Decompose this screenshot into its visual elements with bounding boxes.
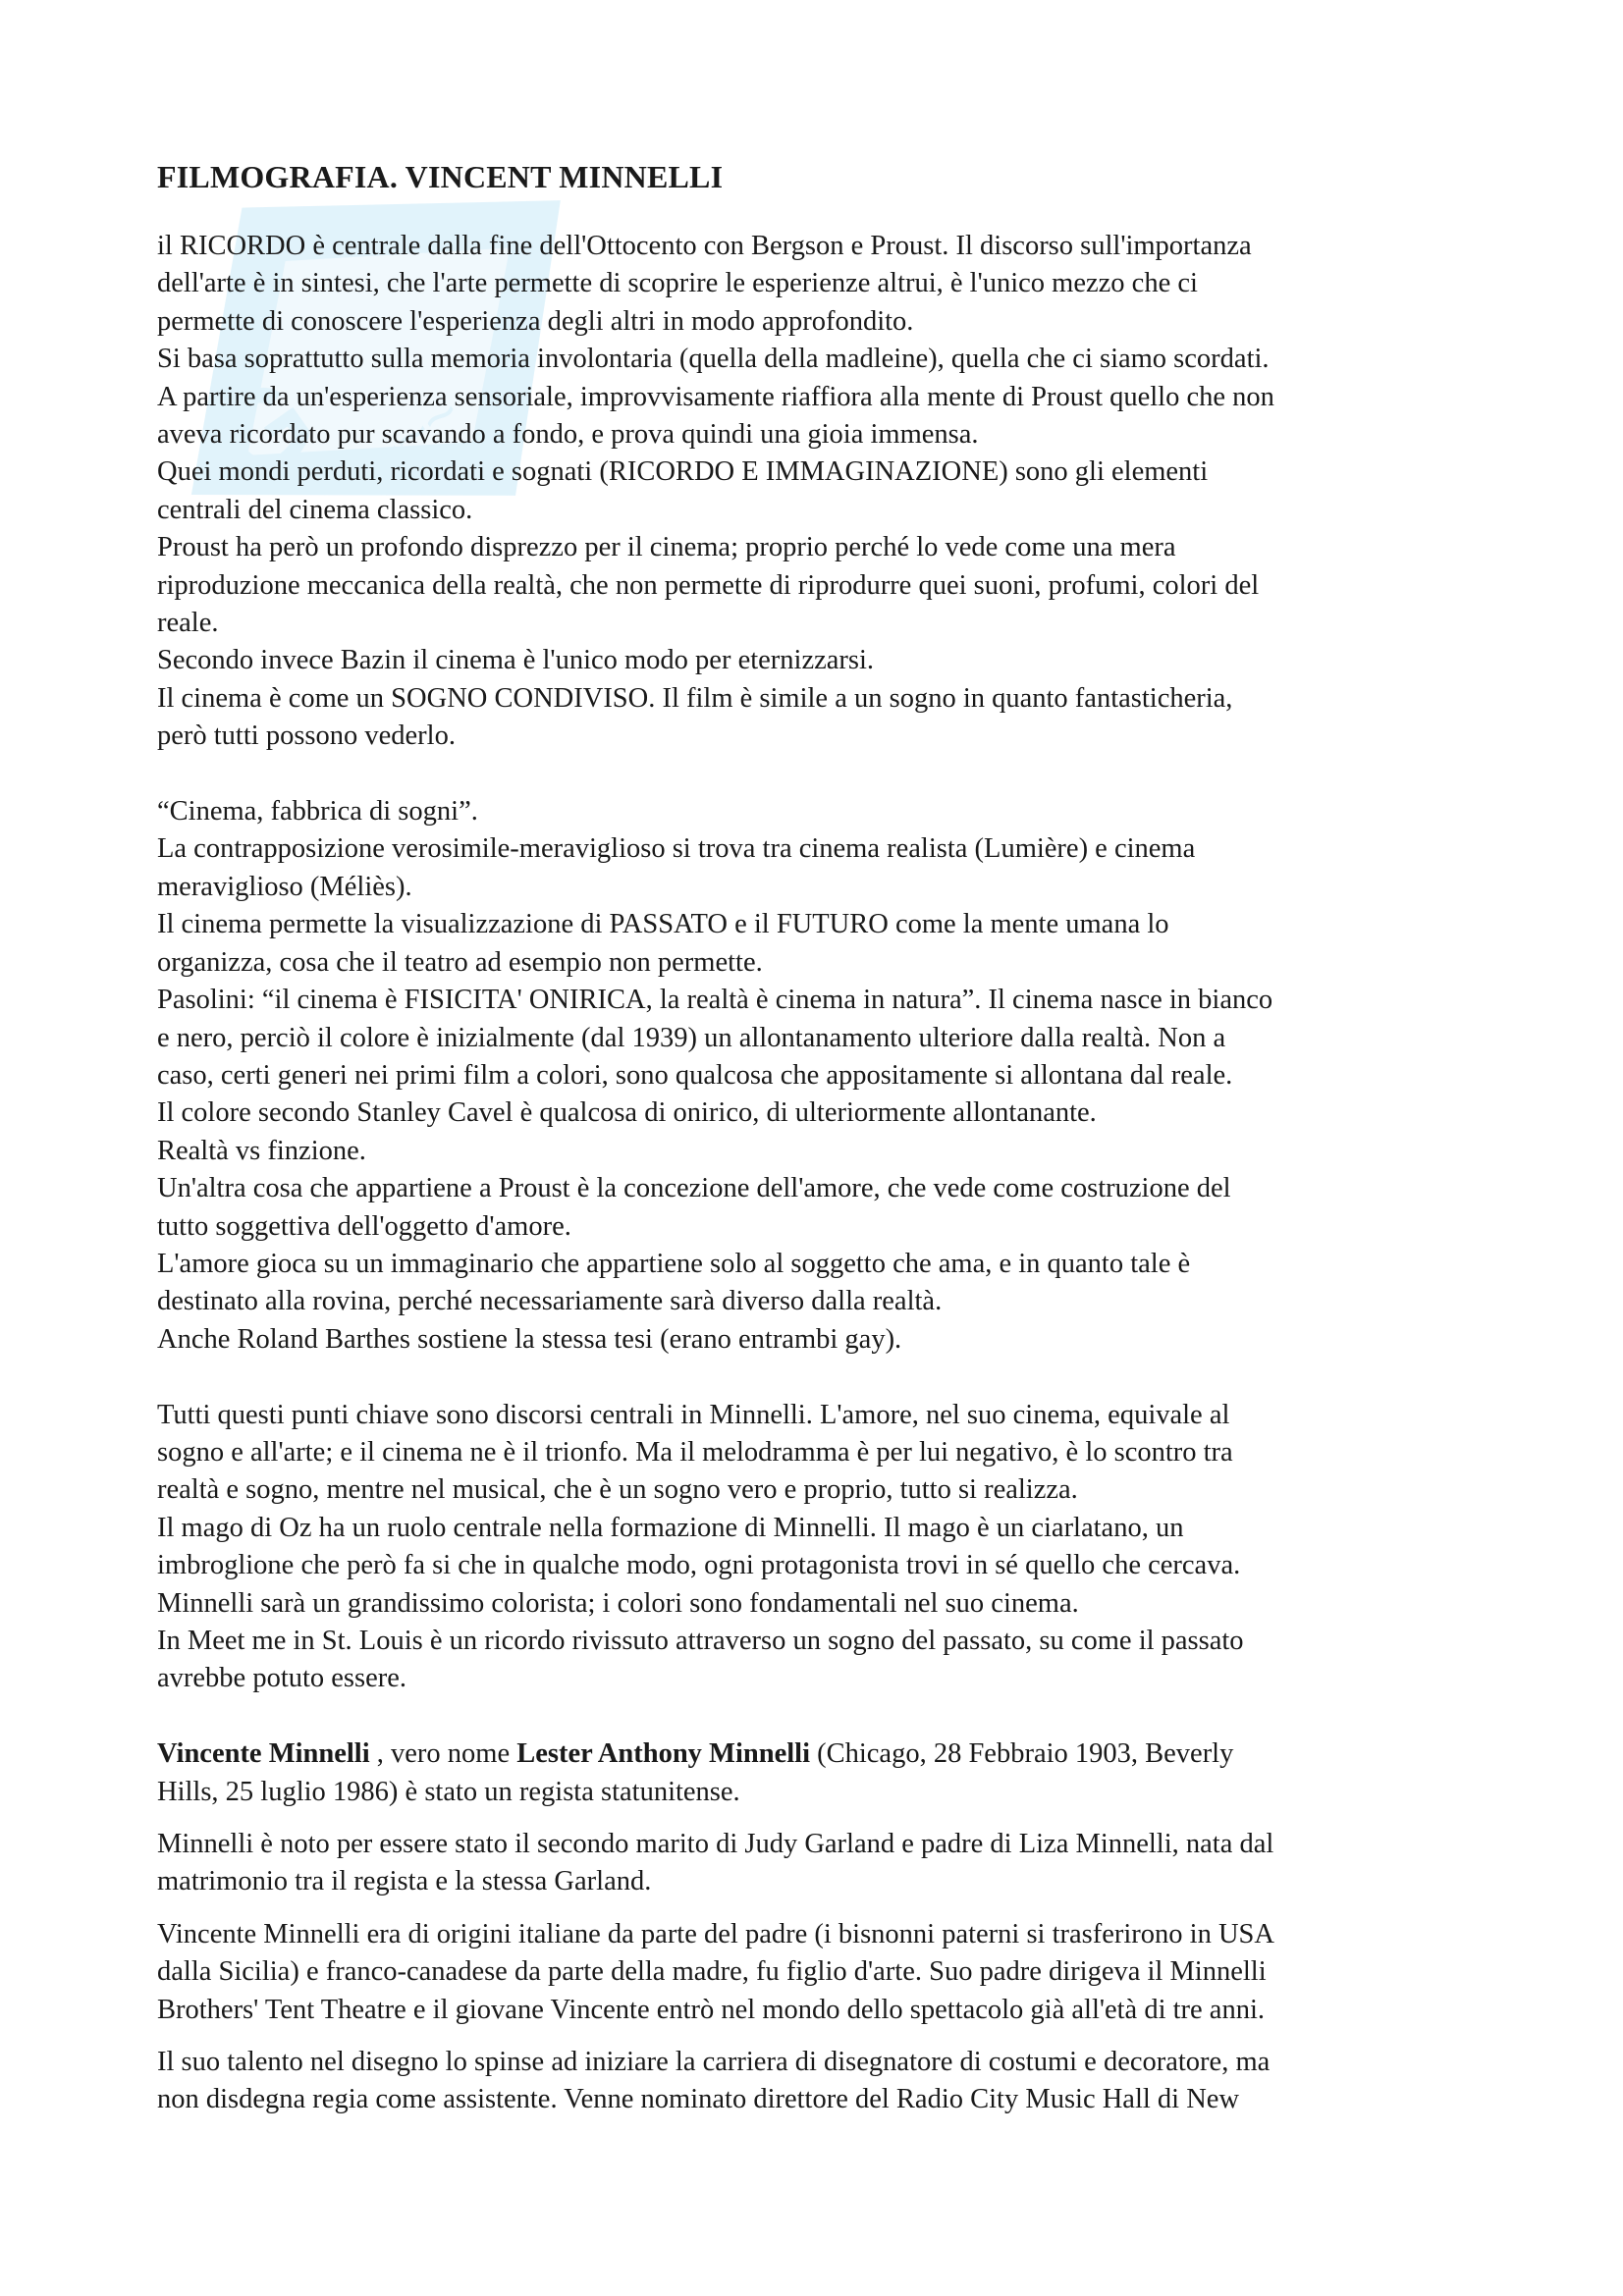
- section-minnelli: [157, 1397, 1492, 1698]
- text-line: destinato alla rovina, perché necessariamente sarà diverso dalla realtà.: [157, 1286, 943, 1317]
- text-line: Si basa soprattutto sulla memoria involontaria (quella della madleine), quella che ci siamo scordati.: [157, 344, 1270, 375]
- bio-paragraph: [157, 1735, 1492, 1811]
- text-line: Un'altra cosa che appartiene a Proust è la concezione dell'amore, che vede come costruzione del: [157, 1173, 1231, 1204]
- text-line: Realtà vs finzione.: [157, 1135, 366, 1166]
- text-line: organizza, cosa che il teatro ad esempio non permette.: [157, 946, 763, 978]
- text-line: Secondo invece Bazin il cinema è l'unico modo per eternizzarsi.: [157, 645, 875, 676]
- text-line: Il cinema è come un SOGNO CONDIVISO. Il film è simile a un sogno in quanto fantasticheria,: [157, 682, 1233, 714]
- text-line: La contrapposizione verosimile-meraviglioso si trova tra cinema realista (Lumière) e cinema: [157, 833, 1196, 865]
- paragraph-gap: [157, 1359, 1492, 1396]
- section-biography: [157, 1735, 1492, 2119]
- section-ricordo: [157, 228, 1492, 756]
- text-line: reale.: [157, 608, 219, 639]
- document-body: [157, 157, 1492, 2119]
- text-line: matrimonio tra il regista e la stessa Garland.: [157, 1866, 652, 1897]
- text-line: Il colore secondo Stanley Cavel è qualcosa di onirico, di ulteriormente allontanante.: [157, 1097, 1097, 1129]
- text-line: Proust ha però un profondo disprezzo per il cinema; proprio perché lo vede come una mera: [157, 532, 1176, 563]
- bio-paragraph: [157, 2044, 1492, 2119]
- text-line: Il cinema permette la visualizzazione di PASSATO e il FUTURO come la mente umana lo: [157, 909, 1169, 940]
- svg-text:G: G: [188, 350, 339, 512]
- text-line: Quei mondi perduti, ricordati e sognati (RICORDO E IMMAGINAZIONE) sono gli elementi: [157, 456, 1209, 488]
- paragraph-gap: [157, 1698, 1492, 1735]
- section-sogni: [157, 793, 1492, 1359]
- text-line: A partire da un'esperienza sensoriale, improvvisamente riaffiora alla mente di Proust quello che non: [157, 381, 1274, 412]
- text-line: sogno e all'arte; e il cinema ne è il trionfo. Ma il melodramma è per lui negativo, è lo scontro tra: [157, 1436, 1233, 1468]
- text-line: riproduzione meccanica della realtà, che non permette di riprodurre quei suoni, profumi, colori del: [157, 569, 1260, 601]
- text-line: Il suo talento nel disegno lo spinse ad iniziare la carriera di disegnatore di costumi e decoratore, ma: [157, 2047, 1271, 2078]
- text-line: meraviglioso (Méliès).: [157, 871, 412, 902]
- text-line: [157, 1735, 1492, 1773]
- text-line: aveva ricordato pur scavando a fondo, e prova quindi una gioia immensa.: [157, 419, 979, 451]
- text-line: L'amore gioca su un immaginario che appartiene solo al soggetto che ama, e in quanto tale è: [157, 1248, 1191, 1279]
- svg-text:~~~~: ~~~~: [321, 379, 472, 513]
- text-line: però tutti possono vederlo.: [157, 721, 456, 752]
- text-line: dalla Sicilia) e franco-canadese da parte della madre, fu figlio d'arte. Suo padre dirigeva il Minnelli: [157, 1956, 1267, 1988]
- text-line: Il mago di Oz ha un ruolo centrale nella formazione di Minnelli. Il mago è un ciarlatano, un: [157, 1512, 1184, 1543]
- text-line: Minnelli è noto per essere stato il secondo marito di Judy Garland e padre di Liza Minnelli, nata dal: [157, 1829, 1274, 1860]
- text-fragment: (Chicago, 28 Febbraio 1903, Beverly: [809, 1738, 1234, 1770]
- paragraph-gap: [157, 1901, 1492, 1916]
- text-line: Anche Roland Barthes sostiene la stessa tesi (erano entrambi gay).: [157, 1323, 902, 1355]
- text-line: “Cinema, fabbrica di sogni”.: [157, 796, 478, 828]
- page-title: FILMOGRAFIA. VINCENT MINNELLI: [157, 159, 724, 194]
- text-line: Vincente Minnelli era di origini italiane da parte del padre (i bisnonni paterni si trasferirono in USA: [157, 1918, 1274, 1949]
- paragraph-gap: [157, 1811, 1492, 1826]
- text-line: caso, certi generi nei primi film a colori, sono qualcosa che appositamente si allontana dal reale.: [157, 1059, 1233, 1091]
- text-line: centrali del cinema classico.: [157, 494, 473, 525]
- text-line: il RICORDO è centrale dalla fine dell'Ottocento con Bergson e Proust. Il discorso sull'importanza: [157, 231, 1252, 261]
- text-line: avrebbe potuto essere.: [157, 1663, 407, 1694]
- text-line: Pasolini: “il cinema è FISICITA' ONIRICA, la realtà è cinema in natura”. Il cinema nasce in bianco: [157, 985, 1273, 1016]
- bio-paragraph: [157, 1826, 1492, 1901]
- paragraph-gap: [157, 756, 1492, 793]
- text-line: e nero, perciò il colore è inizialmente (dal 1939) un allontanamento ulteriore dalla realtà. Non a: [157, 1022, 1226, 1053]
- text-line: Tutti questi punti chiave sono discorsi centrali in Minnelli. L'amore, nel suo cinema, equivale al: [157, 1399, 1230, 1430]
- person-real-name: Lester Anthony Minnelli: [516, 1738, 810, 1770]
- text-line: imbroglione che però fa si che in qualche modo, ogni protagonista trovi in sé quello che cercava.: [157, 1550, 1241, 1581]
- text-line: Minnelli sarà un grandissimo colorista; i colori sono fondamentali nel suo cinema.: [157, 1587, 1079, 1619]
- text-line: dell'arte è in sintesi, che l'arte permette di scoprire le esperienze altrui, è l'unico mezzo che ci: [157, 268, 1198, 299]
- text-line: permette di conoscere l'esperienza degli altri in modo approfondito.: [157, 305, 914, 337]
- text-line: Hills, 25 luglio 1986) è stato un regista statunitense.: [157, 1776, 740, 1807]
- text-line: non disdegna regia come assistente. Venne nominato direttore del Radio City Music Hall di New: [157, 2084, 1240, 2115]
- text-line: In Meet me in St. Louis è un ricordo rivissuto attraverso un sogno del passato, su come il passato: [157, 1626, 1244, 1656]
- text-line: realtà e sogno, mentre nel musical, che è un sogno vero e proprio, tutto si realizza.: [157, 1474, 1078, 1506]
- text-line: Brothers' Tent Theatre e il giovane Vincente entrò nel mondo dello spettacolo già all'età di tre anni.: [157, 1994, 1266, 2025]
- text-fragment: , vero nome: [369, 1738, 517, 1770]
- text-line: tutto soggettiva dell'oggetto d'amore.: [157, 1210, 571, 1242]
- person-name: Vincente Minnelli: [157, 1738, 370, 1770]
- paragraph-gap: [157, 2029, 1492, 2044]
- bio-paragraph: [157, 1916, 1492, 2029]
